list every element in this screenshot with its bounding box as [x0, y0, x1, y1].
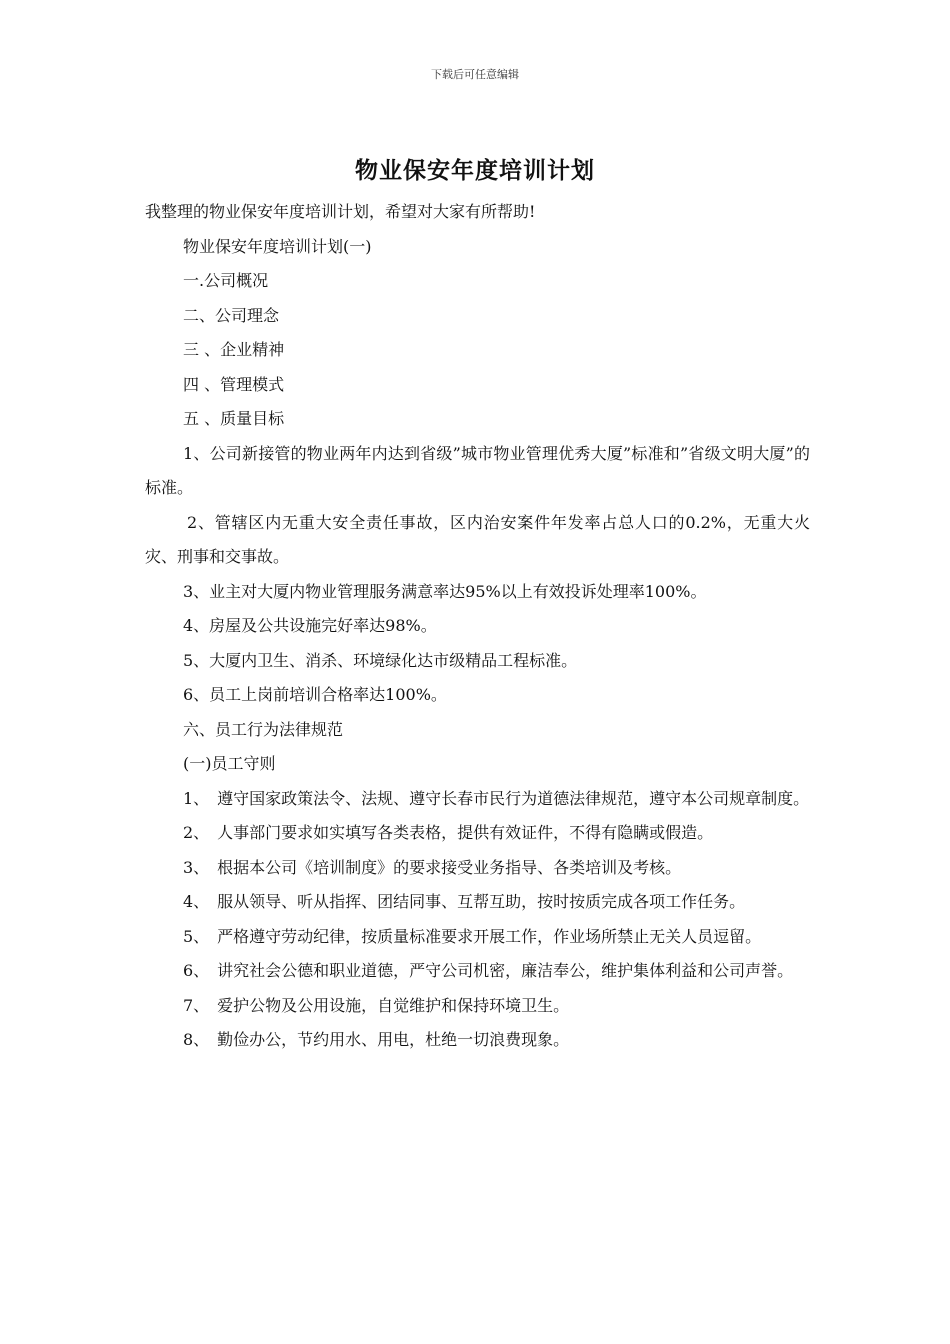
quality-goal-item: 4、房屋及公共设施完好率达98%。	[183, 616, 437, 635]
document-title: 物业保安年度培训计划	[355, 157, 595, 184]
quality-goal-item: 1、公司新接管的物业两年内达到省级”城市物业管理优秀大厦”标准和”省级文明大厦”的标准。	[145, 443, 810, 497]
section-heading: 二、公司理念	[183, 305, 280, 325]
header-note: 下载后可任意编辑	[431, 68, 519, 81]
section-heading: 三 、企业精神	[183, 340, 285, 359]
quality-goal-item: 6、员工上岗前培训合格率达100%。	[183, 685, 447, 704]
rule-item: 2、 人事部门要求如实填写各类表格，提供有效证件，不得有隐瞒或假造。	[183, 823, 714, 842]
quality-goal-item: 3、业主对大厦内物业管理服务满意率达95%以上有效投诉处理率100%。	[183, 581, 707, 601]
document-body	[145, 195, 810, 1058]
quality-goal-item: 2、管辖区内无重大安全责任事故，区内治安案件年发率占总人口的0.2%，无重大火灾、刑事和交事故。	[145, 512, 810, 566]
quality-goal-item: 5、大厦内卫生、消杀、环境绿化达市级精品工程标准。	[183, 650, 578, 670]
intro-paragraph: 我整理的物业保安年度培训计划，希望对大家有所帮助!	[145, 202, 536, 221]
rule-item: 3、 根据本公司《培训制度》的要求接受业务指导、各类培训及考核。	[183, 857, 682, 877]
rule-item: 8、 勤俭办公，节约用水、用电，杜绝一切浪费现象。	[183, 1030, 570, 1049]
section-heading: 六、员工行为法律规范	[183, 719, 344, 739]
section-heading: 一.公司概况	[183, 271, 269, 290]
section-heading: 四 、管理模式	[183, 374, 285, 394]
section-heading: 五 、质量目标	[183, 409, 285, 428]
rule-item: 7、 爱护公物及公用设施，自觉维护和保持环境卫生。	[183, 995, 570, 1015]
rule-item: 1、 遵守国家政策法令、法规、遵守长春市民行为道德法律规范，遵守本公司规章制度。	[183, 788, 810, 808]
rule-item: 4、 服从领导、听从指挥、团结同事、互帮互助，按时按质完成各项工作任务。	[183, 892, 746, 911]
document-subtitle: 物业保安年度培训计划(一)	[183, 236, 372, 256]
rule-item: 5、 严格遵守劳动纪律，按质量标准要求开展工作，作业场所禁止无关人员逗留。	[183, 926, 762, 946]
rule-item: 6、 讲究社会公德和职业道德，严守公司机密，廉洁奉公，维护集体利益和公司声誉。	[183, 961, 794, 980]
subsection-heading: (一)员工守则	[183, 754, 276, 773]
